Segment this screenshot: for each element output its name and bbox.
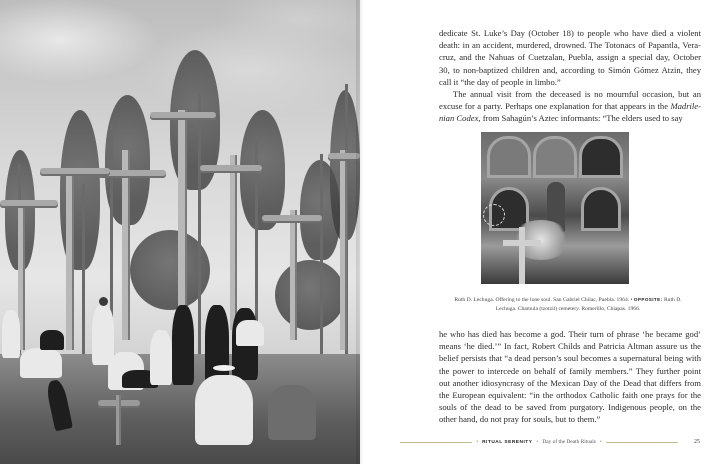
caption-opposite-label: OPPOSITE:	[633, 297, 663, 302]
cross-post	[519, 227, 525, 284]
inset-photo	[481, 132, 629, 284]
person	[195, 375, 253, 445]
body-text-bottom	[439, 328, 701, 426]
wooden-cross-arm	[200, 165, 262, 173]
page-footer	[400, 437, 700, 447]
niche	[533, 136, 577, 178]
wooden-cross-arm	[150, 112, 216, 120]
caption-text-opposite: Ruth D. Lechuga. Chamula (tzotzil) cemetery. Romerillo, Chiapas. 1966.	[495, 297, 682, 312]
wooden-cross-arm	[40, 168, 110, 176]
wooden-cross-arm	[328, 153, 360, 161]
niche	[487, 136, 531, 178]
tree-trunk	[198, 94, 201, 384]
person	[236, 320, 264, 346]
wooden-cross	[178, 110, 187, 325]
wooden-cross	[230, 155, 237, 330]
person	[172, 305, 194, 385]
niche	[579, 136, 623, 178]
body-text-top	[439, 27, 701, 125]
paragraph-2	[439, 88, 701, 125]
niche	[581, 187, 621, 231]
caption-text: Ruth D. Lechuga. Offering to the lone soul. San Gabriel Chilac, Puebla. 1964.	[454, 297, 630, 303]
footer-rule-left	[400, 442, 472, 443]
tree-trunk	[320, 154, 323, 384]
wooden-cross-arm	[0, 200, 58, 208]
shrub	[275, 260, 345, 330]
caption-bullet: •	[630, 297, 633, 303]
paragraph-1: dedicate St. Luke’s Day (October 18) to people who have died a violent death: in an accident, murdered, drowned. The Totonacs of Papantla, Veracruz, and the Nahuas of Cuetzalan, Puebla, assign a special day, October 30, to non-baptized children and, according to Simón Gómez Atzin, they call it “the day of people in limbo.”	[439, 28, 701, 87]
person-head	[99, 297, 108, 306]
paragraph-2-italic: Madrilenian Codex	[439, 101, 701, 124]
person	[40, 330, 64, 350]
footer-bullet: •	[476, 439, 479, 445]
grave-cross	[116, 395, 121, 445]
wooden-cross	[290, 210, 297, 340]
wooden-cross	[122, 150, 130, 340]
footer-rule-right	[606, 442, 678, 443]
person	[205, 305, 229, 385]
photo-caption	[454, 295, 682, 314]
page-number: 25	[694, 439, 700, 445]
person	[2, 310, 20, 358]
person-hat	[213, 365, 235, 371]
wooden-cross	[340, 150, 347, 350]
footer-bullet: •	[599, 439, 602, 445]
person	[20, 348, 62, 378]
star-ornament	[483, 204, 505, 226]
wooden-cross-arm	[262, 215, 322, 223]
person	[268, 385, 316, 440]
cross-arm	[503, 240, 541, 246]
person	[150, 330, 172, 385]
right-page	[360, 0, 720, 464]
person	[92, 305, 114, 365]
footer-section-title: RITUAL SERENITY	[482, 439, 533, 445]
footer-chapter-title: Day of the Death Rituals	[542, 439, 596, 445]
wooden-cross	[66, 170, 74, 350]
paragraph-2-end: , from Sahagún’s Aztec informants: “The elders used to say	[478, 113, 683, 124]
paragraph-3: he who has died has become a god. Their turn of phrase ‘he became god’ means ‘he died.’” In fact, Robert Childs and Patricia Altman assure us the belief persists that “a dead person’s soul becomes a supernatural being with the power to intercede on behalf of family members.” They further point out another idiosyncrasy of the Mexican Day of the Dead that differs from the European equivalent: “in the orthodox Catholic faith one prays for the souls of the dead to be saved from purgatory. Indigenous people, on the other hand, do not pray for souls, but to them.”	[439, 329, 701, 425]
paragraph-2-text: The annual visit from the deceased is no mournful occasion, but an excuse for a party. Perhaps one explanation for that appears in the	[439, 89, 701, 112]
footer-bullet: •	[536, 439, 539, 445]
